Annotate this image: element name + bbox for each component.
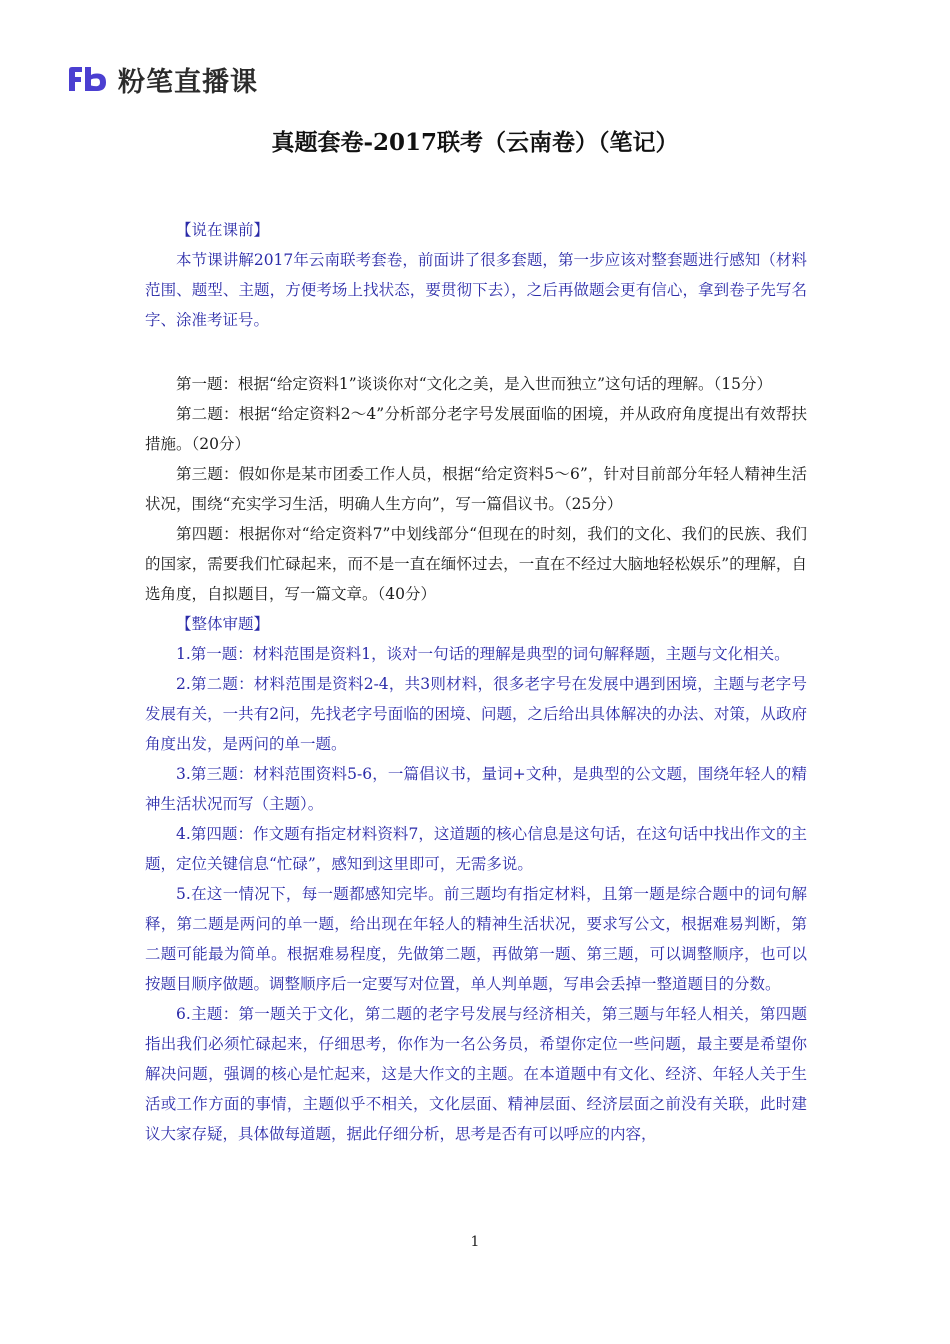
review-heading: 【整体审题】: [176, 615, 270, 633]
spacer: [145, 335, 807, 365]
brand-logo: [66, 62, 258, 96]
review-item-5: 5.在这一情况下，每一题都感知完毕。前三题均有指定材料，且第一题是综合题中的词句解释，第二题是两问的单一题，给出现在年轻人的精神生活状况，要求写公文，根据难易判断，第二题可能最为简单。根据难易程度，先做第二题，再做第一题、第三题，可以调整顺序，也可以按题目顺序做题。调整顺序后一定要写对位置，单人判单题，写串会丢掉一整道题目的分数。: [145, 885, 807, 993]
document-body: [145, 215, 807, 1149]
logo-text: 粉笔直播课: [118, 66, 258, 98]
review-item-2: 2.第二题：材料范围是资料2-4，共3则材料，很多老字号在发展中遇到困境，主题与老字号发展有关，一共有2问，先找老字号面临的困境、问题，之后给出具体解决的办法、对策，从政府角度出发，是两问的单一题。: [145, 675, 807, 753]
question-3: 第三题：假如你是某市团委工作人员，根据“给定资料5～6”，针对目前部分年轻人精神生活状况，围绕“充实学习生活，明确人生方向”，写一篇倡议书。（25分）: [145, 465, 807, 513]
question-2: 第二题：根据“给定资料2～4”分析部分老字号发展面临的困境，并从政府角度提出有效帮扶措施。（20分）: [145, 405, 807, 453]
review-item-6: 6.主题：第一题关于文化，第二题的老字号发展与经济相关，第三题与年轻人相关，第四题指出我们必须忙碌起来，仔细思考，你作为一名公务员，希望你定位一些问题，最主要是希望你解决问题，强调的核心是忙起来，这是大作文的主题。在本道题中有文化、经济、年轻人关于生活或工作方面的事情，主题似乎不相关，文化层面、精神层面、经济层面之前没有关联，此时建议大家存疑，具体做每道题，据此仔细分析，思考是否有可以呼应的内容，: [145, 1005, 807, 1143]
question-1: 第一题：根据“给定资料1”谈谈你对“文化之美，是入世而独立”这句话的理解。（15分）: [176, 375, 773, 393]
page-number: 1: [470, 1234, 480, 1250]
fenbi-logo-icon: [66, 64, 110, 94]
document-title: 真题套卷-2017联考（云南卷）（笔记）: [271, 129, 679, 156]
review-item-3: 3.第三题：材料范围资料5-6，一篇倡议书，量词+文种，是典型的公文题，围绕年轻人的精神生活状况而写（主题）。: [145, 765, 807, 813]
review-item-4: 4.第四题：作文题有指定材料资料7，这道题的核心信息是这句话，在这句话中找出作文的主题，定位关键信息“忙碌”，感知到这里即可，无需多说。: [145, 825, 807, 873]
intro-paragraph: 本节课讲解2017年云南联考套卷，前面讲了很多套题，第一步应该对整套题进行感知（材料范围、题型、主题，方便考场上找状态，要贯彻下去），之后再做题会更有信心，拿到卷子先写名字、涂准考证号。: [145, 251, 807, 329]
question-4: 第四题：根据你对“给定资料7”中划线部分“但现在的时刻，我们的文化、我们的民族、我们的国家，需要我们忙碌起来，而不是一直在缅怀过去，一直在不经过大脑地轻松娱乐”的理解，自选角度，自拟题目，写一篇文章。（40分）: [145, 525, 807, 603]
intro-heading: 【说在课前】: [176, 221, 270, 239]
review-item-1: 1.第一题：材料范围是资料1，谈对一句话的理解是典型的词句解释题，主题与文化相关。: [176, 645, 790, 663]
